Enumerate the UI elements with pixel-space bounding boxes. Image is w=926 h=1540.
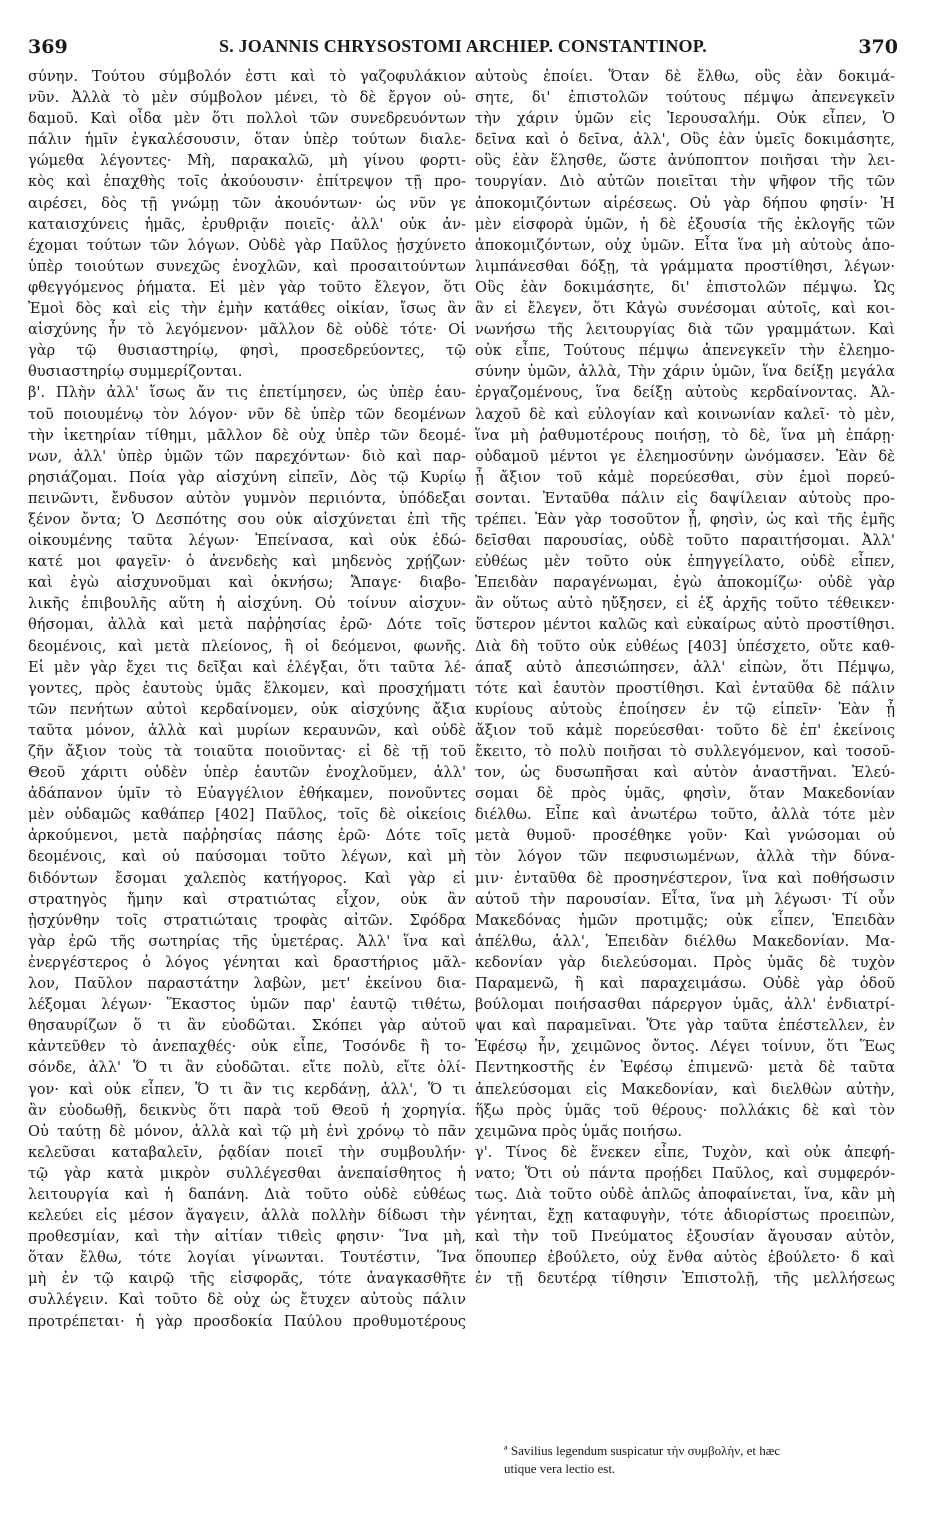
text-line: Ἐπειδὰν παραγένωμαι, ἐγὼ ἀποκομίζω· οὐδὲ γὰρ [475, 574, 895, 592]
text-line: ἐν τῇ δευτέρᾳ τίθησιν Ἐπιστολῇ, τῆς μελλήσεως [475, 1270, 895, 1288]
text-line: κυρίους αὐτοὺς ἐποίησεν ἐν τῷ εἰπεῖν· Ἐὰν ᾖ [475, 700, 895, 718]
text-line: τοῦ ποιουμένῳ τὸν λόγον· νῦν δὲ ὑπὲρ τῶν δεομένων [28, 405, 466, 423]
text-line: λον, Παῦλον παραστάτην λαβὼν, μετ' ἐκείνου δια- [28, 975, 466, 993]
text-line: τῶν πενήτων αὐτοὶ κερδαίνομεν, οὐκ αἰσχύνης ἄξια [28, 700, 466, 718]
text-line: οὐδαμοῦ μέντοι γε ἐλεημοσύνην ὠνόμασεν. Ἐὰν δὲ [475, 447, 895, 465]
text-line: ἥξω πρὸς ὑμᾶς τοῦ θέρους· πολλάκις δὲ καὶ τὸν [475, 1101, 895, 1119]
text-line: ἔκειτο, τὸ πολὺ ποιῆσαι τὸ συλλεγόμενον, καὶ τοσοῦ- [475, 743, 895, 760]
text-line: οὓς ἐὰν ἕλησθε, ὥστε ἀνύποπτον ποιῆσαι τὴν λει- [475, 152, 895, 170]
text-line: άπαξ αὐτὸ ἀπεσιώπησεν, ἀλλ' εἰπὼν, ὅτι Πέμψω, [475, 658, 895, 676]
text-line: λιμπάνεσθαι δόξῃ, τὰ γράμματα προστίθησι, λέγων· [475, 257, 895, 275]
text-line: σόνδε, ἀλλ' Ὅ τι ἂν εὐοδῶται. εἴτε πολὺ, εἴτε ὀλί- [28, 1059, 466, 1077]
text-line: ª Savilius legendum suspicatur τὴν συμβολὴν, et hæc [504, 1443, 781, 1458]
text-line: τὴν χάριν ὑμῶν εἰς Ἱερουσαλήμ. Οὐκ εἶπεν, Ὁ [475, 110, 895, 128]
text-line: ὕστερον μέντοι καλῶς καὶ εὐκαίρως αὐτὸ προστίθησι. [475, 616, 895, 634]
text-line: πάλιν ἡμῖν ἐγκαλέσουσιν, ὅταν ὑπὲρ τούτων διαλε- [28, 131, 466, 149]
text-line: ρησιάζομαι. Ποία γὰρ αἰσχύνη εἰπεῖν, Δὸς τῷ Κυρίῳ [28, 468, 466, 486]
text-line: τῷ γὰρ κατὰ μικρὸν συλλέγεσθαι ἀνεπαίσθητος ἡ [28, 1164, 466, 1182]
text-line: Οὐ ταύτῃ δὲ μόνον, ἀλλὰ καὶ τῷ μὴ ἐνὶ χρόνῳ τὸ πᾶν [28, 1122, 466, 1140]
text-line: φθεγγόμενος ῥήματα. Εἰ μὲν γὰρ τοῦτο ἔλεγον, ὅτι [28, 278, 466, 296]
text-line: χειμῶνα πρὸς ὑμᾶς ποιήσω. [475, 1122, 683, 1140]
text-line: αὐτοῦ τὴν παρουσίαν. Εἶτα, ἵνα μὴ λέγωσι· Τί οὖν [475, 890, 895, 908]
text-line: σομαι δὲ πρὸς ὑμᾶς, φησὶν, ὅταν Μακεδονίαν [475, 785, 895, 803]
footnote [504, 1442, 904, 1478]
text-line: Εἰ μὲν γὰρ ἔχει τις δεῖξαι καὶ ἐλέγξαι, ὅτι ταῦτα λέ- [28, 658, 466, 676]
text-line: γὰρ ἐρῶ τῆς σωτηρίας τῆς ὑμετέρας. Ἀλλ' ἵνα καὶ [28, 932, 466, 950]
text-line: σητε, δι' ἐπιστολῶν τούτους πέμψω ἀπενεγκεῖν [475, 89, 895, 107]
text-line: ἄξιον τοῦ κἀμὲ πορεύεσθαι· τοῦτο δὲ ἐπ' ἐκείνοις [475, 721, 895, 739]
text-line: μιν· ἐνταῦθα δὲ προσηνέστερον, ἵνα καὶ ποθήσωσιν [475, 869, 895, 887]
text-line: γένηται, ἔχῃ καταφυγὴν, τότε ἀδιορίστως προειπὼν, [475, 1207, 895, 1225]
text-line: σύνην ὑμῶν, ἀλλὰ, Τὴν χάριν ὑμῶν, ἵνα δείξῃ μεγάλα [475, 363, 895, 381]
text-line: ἐνεργέστερος ὁ λόγος γένηται καὶ δραστήριος μᾶλ- [28, 953, 466, 971]
text-line: νων, ἀλλ' ὑπὲρ ὑμῶν τῶν παρεχόντων· διὸ καὶ παρ- [28, 447, 466, 465]
page-number-right: 370 [858, 36, 898, 58]
text-line: κὸς καὶ ἐπαχθὴς τοῖς ἀκούουσιν· ἐπίτρεψον τῇ προ- [28, 173, 466, 191]
text-line: τὸν λόγον τῶν πεφυσιωμένων, ἀλλὰ τὴν δύνα- [475, 848, 895, 866]
text-line: β'. Πλὴν ἀλλ' ἴσως ἄν τις ἐπετίμησεν, ὡς ὑπὲρ ἑαυ- [28, 384, 466, 402]
text-line: νῦν. Ἀλλὰ τὸ μὲν σύμβολον μένει, τὸ δὲ ἔργον οὐ- [28, 89, 466, 107]
text-line: Πεντηκοστῆς ἐν Ἐφέσῳ ἐπιμενῶ· μετὰ δὲ ταῦτα [475, 1059, 895, 1077]
text-line: διδόντων ἔσομαι χαλεπὸς κατήγορος. Καὶ γὰρ εἰ [28, 869, 466, 887]
text-line: ἀποκομιζόντων, οὐχ ὑμῶν. Εἶτα ἵνα μὴ αὐτοὺς ἀπο- [475, 236, 895, 254]
text-line: ᾐσχύνθην τοῖς στρατιώταις τροφὰς αἰτῶν. Σφόδρα [28, 911, 466, 929]
text-line: ἂν εἰ ἔλεγεν, ὅτι Κἀγὼ συνέσομαι αὐτοῖς, καὶ κοι- [475, 300, 895, 318]
running-header [28, 36, 898, 60]
text-line: έχομαι τούτων τῶν λόγων. Οὐδὲ γὰρ Παῦλος ᾐσχύνετο [28, 236, 466, 254]
text-line: δεῖνα καὶ ὁ δεῖνα, ἀλλ', Οὓς ἐὰν ὑμεῖς δοκιμάσητε, [475, 131, 895, 149]
text-line: γ'. Τίνος δὲ ἕνεκεν εἶπε, Τυχὸν, καὶ οὐκ ἀπεφή- [475, 1143, 895, 1161]
text-line: οὐκ εἶπε, Τούτους πέμψω ἀπενεγκεῖν τὴν ἐλεημο- [475, 342, 895, 360]
text-line: κελεῦσαι καταβαλεῖν, ῥᾳδίαν ποιεῖ τὴν συμβουλήν· [28, 1143, 466, 1161]
text-line: ἀπέλθω, ἀλλ', Ἐπειδὰν διέλθω Μακεδονίαν. Μα- [475, 932, 895, 950]
text-line: γὰρ τῷ θυσιαστηρίῳ, φησὶ, προσεδρεύοντες, τῷ [28, 342, 466, 360]
left-column [28, 66, 466, 1332]
text-line: κελεύει εἰς μέσον ἄγαγειν, ἀλλὰ πολλὴν δίδωσι τὴν [28, 1207, 466, 1225]
running-title: S. JOANNIS CHRYSOSTOMI ARCHIEP. CONSTANTINOP. [219, 36, 707, 56]
text-line: ἀρκούμενοι, μετὰ παῤῥησίας πάσης ἐρῶ· Δότε τοῖς [28, 827, 466, 845]
text-line: μὲν οὐδαμῶς καθάπερ [402] Παῦλος, τοῖς δὲ οἰκείοις [28, 806, 466, 824]
text-line: οἰκουμένης ταῦτα λέγων· Ἐπείνασα, καὶ οὐκ ἐδώ- [28, 532, 466, 550]
text-line: θήσομαι, ἀλλὰ καὶ μετὰ παῤῥησίας ἐρῶ· Δότε τοῖς [28, 616, 466, 634]
text-line: τον, ὡς δυσωπῆσαι καὶ αὐτὸν ἀναστῆναι. Ἐλεύ- [475, 764, 895, 782]
text-line: ὑπὲρ τοιούτων συνεχῶς ἐνοχλῶν, καὶ προσαιτούντων [28, 257, 466, 275]
text-line: ξένον ὄντα; Ὁ Δεσπότης σου οὐκ αἰσχύνεται ἐπὶ τῆς [28, 510, 466, 528]
text-line: λειτουργία καὶ ἡ δαπάνη. Διὰ τοῦτο οὐδὲ εὐθέως [28, 1185, 466, 1203]
text-line: ἀδάπανον ὑμῖν τὸ Εὐαγγέλιον ἐθήκαμεν, πονοῦντες [28, 785, 466, 803]
text-line: λέξομαι λέγων· Ἕκαστος ὑμῶν παρ' ἑαυτῷ τιθέτω, [28, 996, 466, 1014]
text-line: νωνήσω τῆς λειτουργίας διὰ τῶν γραμμάτων. Καὶ [475, 321, 895, 339]
text-line: Διὰ δὴ τοῦτο οὐκ εὐθέως [403] ὑπέσχετο, οὔτε καθ- [475, 637, 895, 655]
text-line: ταῦτα μόνον, ἀλλὰ καὶ μυρίων κεραυνῶν, καὶ οὐδὲ [28, 721, 466, 739]
text-line: καὶ ἐγὼ αἰσχυνοῦμαι καὶ ὀκνήσω; Ἄπαγε· διαβο- [28, 574, 466, 592]
text-line: θησαυρίζων ὅ τι ἂν εὐοδῶται. Σκόπει γὰρ αὐτοῦ [28, 1017, 466, 1035]
right-column [475, 66, 895, 1289]
text-line: δεομένοις, καὶ μετὰ πλείονος, ἢ οἱ δεόμενοι, φωνῆς. [28, 637, 466, 655]
text-line: σονται. Ἐνταῦθα πάλιν εἰς δαψίλειαν αὐτοὺς προ- [475, 489, 895, 507]
text-line: Ἐμοὶ δὸς καὶ εἰς τὴν ἐμὴν κατάθες οἰκίαν, ἴσως ἂν [28, 300, 466, 318]
text-line: τρέπει. Ἐὰν γὰρ τοσοῦτον ᾖ, φησὶν, ὡς καὶ τῆς ἐμῆς [475, 510, 895, 528]
text-line: μὴ ἐν τῷ καιρῷ τῆς εἰσφορᾶς, τότε ἀναγκασθῆτε [28, 1270, 466, 1288]
text-line: Θεοῦ χάριτι οὐδὲν ὑπὲρ ἑαυτῶν ἐνοχλοῦμεν, ἀλλ' [28, 764, 466, 782]
text-line: τως. Διὰ τοῦτο οὐδὲ ἁπλῶς ἀποφαίνεται, ἵνα, κἂν μὴ [475, 1185, 895, 1203]
text-line: προτρέπεται· ἡ γὰρ προσδοκία Παύλου προθυμοτέρους [28, 1312, 466, 1330]
text-line: λικῆς ἐπιβουλῆς αὕτη ἡ αἰσχύνη. Οὐ τοίνυν αἰσχυν- [28, 595, 466, 613]
text-line: ἀπελεύσομαι εἰς Μακεδονίαν, καὶ διελθὼν αὐτὴν, [475, 1080, 895, 1098]
text-line: Οὓς ἐὰν δοκιμάσητε, δι' ἐπιστολῶν πέμψω. Ὡς [475, 278, 895, 296]
text-line: θυσιαστηρίῳ συμμερίζονται. [28, 363, 243, 381]
text-line: τουργίαν. Διὸ αὐτῶν ποιεῖται τὴν ψῆφον τῆς τῶν [475, 173, 895, 191]
text-line: κἀντεῦθεν τὸ ἀνεπαχθές· οὐκ εἶπε, Τοσόνδε ἢ το- [28, 1038, 466, 1056]
text-line: συλλέγειν. Καὶ τοῦτο δὲ οὐχ ὡς ἔτυχεν αὐτοὺς πάλιν [28, 1291, 466, 1309]
text-line: μὲν εἰσφορὰ ὑμῶν, ἡ δὲ ἐξουσία τῆς ἐκλογῆς τῶν [475, 215, 895, 233]
text-line: γοντες, πρὸς ἑαυτοὺς ὑμᾶς ἕλκομεν, καὶ προσχήματι [28, 679, 466, 697]
text-line: γον· καὶ οὐκ εἶπεν, Ὅ τι ἂν τις κερδάνῃ, ἀλλ', Ὅ τι [28, 1080, 466, 1098]
text-line: δεῖσθαι παρουσίας, οὐδὲ τοῦτο παραιτήσομαι. Ἀλλ' [475, 532, 895, 550]
text-line: νατο; Ὅτι οὐ πάντα προῄδει Παῦλος, καὶ συμφερόν- [475, 1164, 895, 1182]
text-line: ὅπουπερ ἐβούλετο, οὐχ ἔνθα αὐτὸς ἐβούλετο· δ καὶ [475, 1249, 895, 1267]
text-line: ἐργαζομένους, ἵνα δείξῃ αὐτοὺς κερδαίνοντας. Ἀλ- [475, 384, 895, 402]
text-line: γώμεθα λέγοντες· Μὴ, παρακαλῶ, μὴ γίνου φορτι- [28, 152, 466, 170]
text-line: διέλθω. Εἶπε καὶ ἀνωτέρω τοῦτο, ἀλλὰ τότε μὲν [475, 806, 895, 824]
text-line: αἰσχύνης ἦν τὸ λεγόμενον· μᾶλλον δὲ οὐδὲ τότε· Οἱ [28, 321, 466, 339]
text-line: καταισχύνεις ἡμᾶς, ἐρυθριᾷν ποιεῖς· ἀλλ' οὐκ ἀν- [28, 215, 466, 233]
text-line: καὶ τὴν τοῦ Πνεύματος ἐξουσίαν ἄγουσαν αὐτὸν, [475, 1228, 895, 1246]
text-line: αὐτοὺς ἐποίει. Ὅταν δὲ ἔλθω, οὓς ἐὰν δοκιμά- [475, 68, 895, 85]
text-line: Ἐφέσῳ ἦν, χειμῶνος ὄντος. Λέγει τοίνυν, ὅτι Ἕως [475, 1038, 895, 1056]
text-line: αιρέσει, δὸς τῇ γνώμῃ τῶν ἀκουόντων· ὡς νῦν γε [28, 194, 466, 212]
text-line: ζῆν ἄξιον τοὺς τὰ τοιαῦτα ποιοῦντας· εἰ δὲ τῇ τοῦ [28, 743, 466, 760]
text-line: ἂν εὐοδωθῇ, δεικνὺς ὅτι παρὰ τοῦ Θεοῦ ἡ χορηγία. [28, 1101, 466, 1119]
text-line: κεδονίαν γὰρ διελεύσομαι. Πρὸς ὑμᾶς δὲ τυχὸν [475, 953, 895, 971]
text-line: ὅταν ἔλθω, τότε λογίαι γίνωνται. Τουτέστιν, Ἵνα [28, 1249, 466, 1267]
text-line: Παραμενῶ, ἢ καὶ παραχειμάσω. Οὐδὲ γὰρ ὁδοῦ [475, 975, 895, 993]
text-line: στρατηγὸς ἤμην καὶ στρατιώτας εἶχον, οὐκ ἂν [28, 890, 466, 908]
text-line: τότε καὶ ἑαυτὸν προστίθησι. Καὶ ἐνταῦθα δὲ πάλιν [475, 679, 895, 697]
text-line: μετὰ θυμοῦ· προσέθηκε γοῦν· Καὶ γνώσομαι οὐ [475, 827, 895, 845]
text-line: βούλομαι ποιήσασθαι πάρεργον ὑμᾶς, ἀλλ' ἐνδιατρί- [475, 996, 895, 1014]
text-line: ἂν οὕτως αὐτὸ ηὔξησεν, εἰ ἐξ ἀρχῆς τοῦτο τέθεικεν· [475, 595, 895, 613]
text-line: ᾖ ἄξιον τοῦ κἀμὲ πορεύεσθαι, σὺν ἐμοὶ πορεύ- [475, 468, 895, 486]
text-line: προθεσμίαν, καὶ τὴν αἰτίαν τιθεὶς φησιν· Ἵνα μὴ, [28, 1228, 466, 1246]
text-line: κατέ μοι φαγεῖν· ὁ ἀνενδεὴς καὶ μηδενὸς χρῄζων· [28, 553, 466, 571]
text-line: ἵνα μὴ ῥαθυμοτέρους ποιήσῃ, τὸ δὲ, ἵνα μὴ ἐπάρῃ· [475, 426, 895, 444]
text-line: δαμοῦ. Καὶ οἶδα μὲν ὅτι πολλοὶ τῶν συνεδρευόντων [28, 110, 466, 128]
text-line: utique vera lectio est. [504, 1461, 616, 1476]
text-line: σύνην. Τούτου σύμβολόν ἐστι καὶ τὸ γαζοφυλάκιον [28, 68, 466, 85]
text-line: πεινῶντι, ἔνδυσον αὐτὸν γυμνὸν περιιόντα, ὑπόδεξαι [28, 489, 466, 507]
text-line: λαχοῦ δὲ καὶ εὐλογίαν καὶ κοινωνίαν καλεῖ· τὸ μὲν, [475, 405, 895, 423]
text-line: Μακεδόνας ἡμῶν προτιμᾷς; οὐκ εἶπεν, Ἐπειδὰν [475, 911, 895, 929]
text-line: εὐθέως μὲν τοῦτο οὐκ ἐπηγγείλατο, οὐδὲ εἶπεν, [475, 553, 895, 571]
text-line: ψαι καὶ παραμεῖναι. Ὅτε γὰρ ταῦτα ἐπέστελλεν, ἐν [475, 1017, 895, 1035]
text-line: δεομένοις, καὶ οὐ παύσομαι τοῦτο λέγων, καὶ μὴ [28, 848, 466, 866]
text-line: ἀποκομιζόντων αἱρέσεως. Οὐ γὰρ δήπου φησίν· Ἡ [475, 194, 895, 212]
page-number-left: 369 [28, 36, 68, 58]
text-line: τὴν ἱκετηρίαν τίθημι, μᾶλλον δὲ οὐχ ὑπὲρ τῶν δεομέ- [28, 426, 466, 444]
